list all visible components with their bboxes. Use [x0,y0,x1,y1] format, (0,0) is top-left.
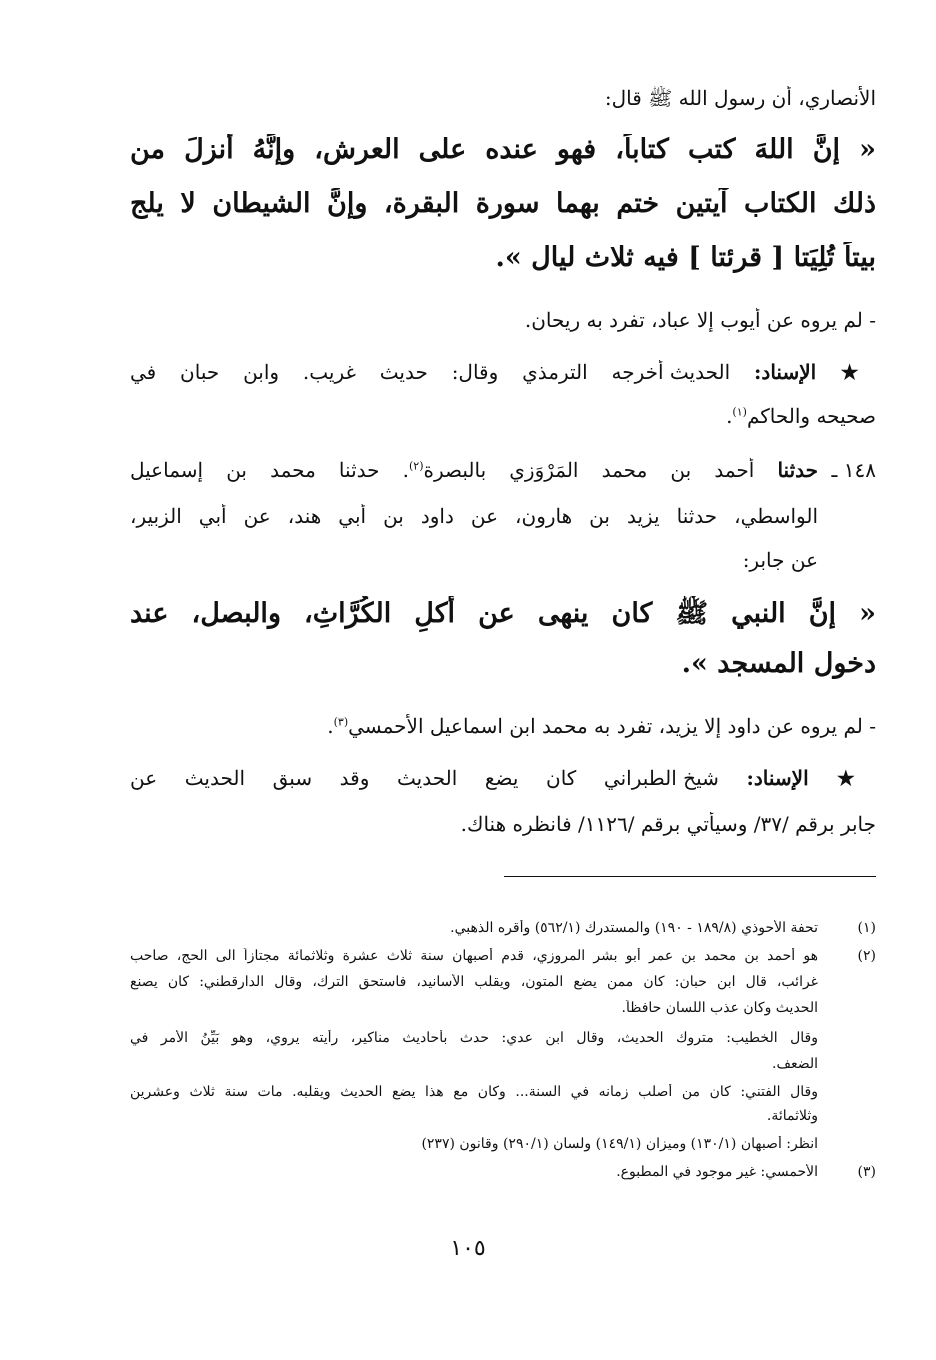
footnote-divider [504,876,876,877]
hadith-line-2-content: ذلك الكتاب آيتين ختم بهما سورة البقرة، وإنَّ الشيطان لا يلج [130,188,876,219]
footnote-2-line-2: غرائب، قال ابن حبان: كان ممن يضع المتون، ويقلب الأسانيد، فاستحق الترك، وقال الدارقطني: كان يصنع [130,974,818,990]
text-line-1 [130,86,876,115]
footnote-ref-2: (٢) [408,459,424,473]
footnote-2-line-1: هو أحمد بن محمد بن عمر أبو بشر المروزي، قدم أصبهان سنة ثلاث عشرة وثلاثمائة مجتازاً الى الحج، صاحب [130,948,818,964]
isnad-line-3 [130,766,876,790]
haddathana-label: حدثنا [777,458,818,482]
footnote-number-3: (٣) [857,1164,876,1180]
text-line-10-content: عن جابر: [742,548,818,572]
hadith-number-148: ١٤٨ ـ [831,458,876,482]
hadith-line-3 [130,242,876,273]
text-line-8-content: أحمد بن محمد المَرْوَزي بالبصرة [423,458,755,482]
footnote-2-line-6: وقال الفتني: كان من أصلب زمانه في السنة... وكان مع هذا يضع الحديث ويقلبه. مات سنة ثلاث وعشرين [130,1084,818,1100]
hadith-line-5-content: دخول المسجد ». [681,648,876,679]
text-line-1-content: الأنصاري، أن رسول الله ﷺ قال: [604,86,876,110]
page-number: ١٠٥ [450,1236,486,1261]
text-line-5 [130,308,876,332]
isnad-line-4 [130,812,876,836]
hadith-line-4-content: « إنَّ النبي ﷺ كان ينهى عن أكلِ الكُرَّاثِ، والبصل، عند [130,598,876,629]
text-line-8-end: . حدثنا محمد بن إسماعيل [130,458,409,482]
hadith-line-3-content: بيتاً تُلِيَتا [ قرئتا ] فيه ثلاث ليال ». [495,242,876,273]
isnad-label-2: ★ الإسناد: [746,766,876,790]
isnad-text-2-end: . [726,404,733,428]
hadith-line-4 [130,596,876,636]
hadith-line-1 [130,134,876,165]
footnote-1-line-1: تحفة الأحوذي (١٨٩/٨ - ١٩٠) والمستدرك (٥٦٢/١) وأقره الذهبي. [450,920,818,936]
footnote-ref-1: (١) [732,405,747,419]
text-line-9 [130,504,818,528]
footnote-number-1: (١) [857,920,876,936]
text-line-5-content: - لم يروه عن أيوب إلا عباد، تفرد به ريحان. [524,308,876,332]
isnad-text-3: شيخ الطبراني كان يضع الحديث وقد سبق الحديث عن [130,766,719,790]
footnote-2-line-4: وقال الخطيب: متروك الحديث، وقال ابن عدي: حدث بأحاديث مناكير، رأيته يروي، وهو بَيِّنُ الأمر في [130,1030,818,1046]
hadith-line-5 [130,648,876,679]
footnote-3-line-1: الأحمسي: غير موجود في المطبوع. [616,1164,818,1180]
footnote-2-line-3: الحديث وكان عذب اللسان حافظاً. [621,1000,818,1016]
text-line-13-content: - لم يروه عن داود إلا يزيد، تفرد به محمد ابن اسماعيل الأحمسي [348,714,876,738]
footnote-2-line-8: انظر: أصبهان (١٣٠/١) وميزان (١٤٩/١) ولسان (٢٩٠/١) وقانون (٢٣٧) [421,1136,818,1152]
hadith-line-2 [130,188,876,219]
footnote-2-line-7: وثلاثمائة. [766,1108,818,1124]
text-line-8 [130,458,818,482]
isnad-label-1: ★ الإسناد: [754,360,876,384]
footnote-2-line-5: الضعف. [772,1056,818,1072]
footnote-ref-3: (٣) [333,715,349,729]
isnad-line-2 [130,404,876,428]
text-line-10 [130,548,818,572]
hadith-line-1-content: « إنَّ اللهَ كتب كتاباً، فهو عنده على العرش، وإنَّهُ أنزلَ من [130,134,876,165]
text-line-9-content: الواسطي، حدثنا يزيد بن هارون، عن داود بن أبي هند، عن أبي الزبير، [130,504,818,528]
isnad-text-4: جابر برقم /٣٧/ وسيأتي برقم /١١٢٦/ فانظره هناك. [460,812,876,836]
text-line-13-end: . [327,714,334,738]
isnad-text-1: الحديث أخرجه الترمذي وقال: حديث غريب. وابن حبان في [130,360,731,384]
footnote-number-2: (٢) [857,948,876,964]
isnad-line-1 [130,360,876,384]
isnad-text-2: صحيحه والحاكم [746,404,876,428]
text-line-13 [130,714,876,738]
